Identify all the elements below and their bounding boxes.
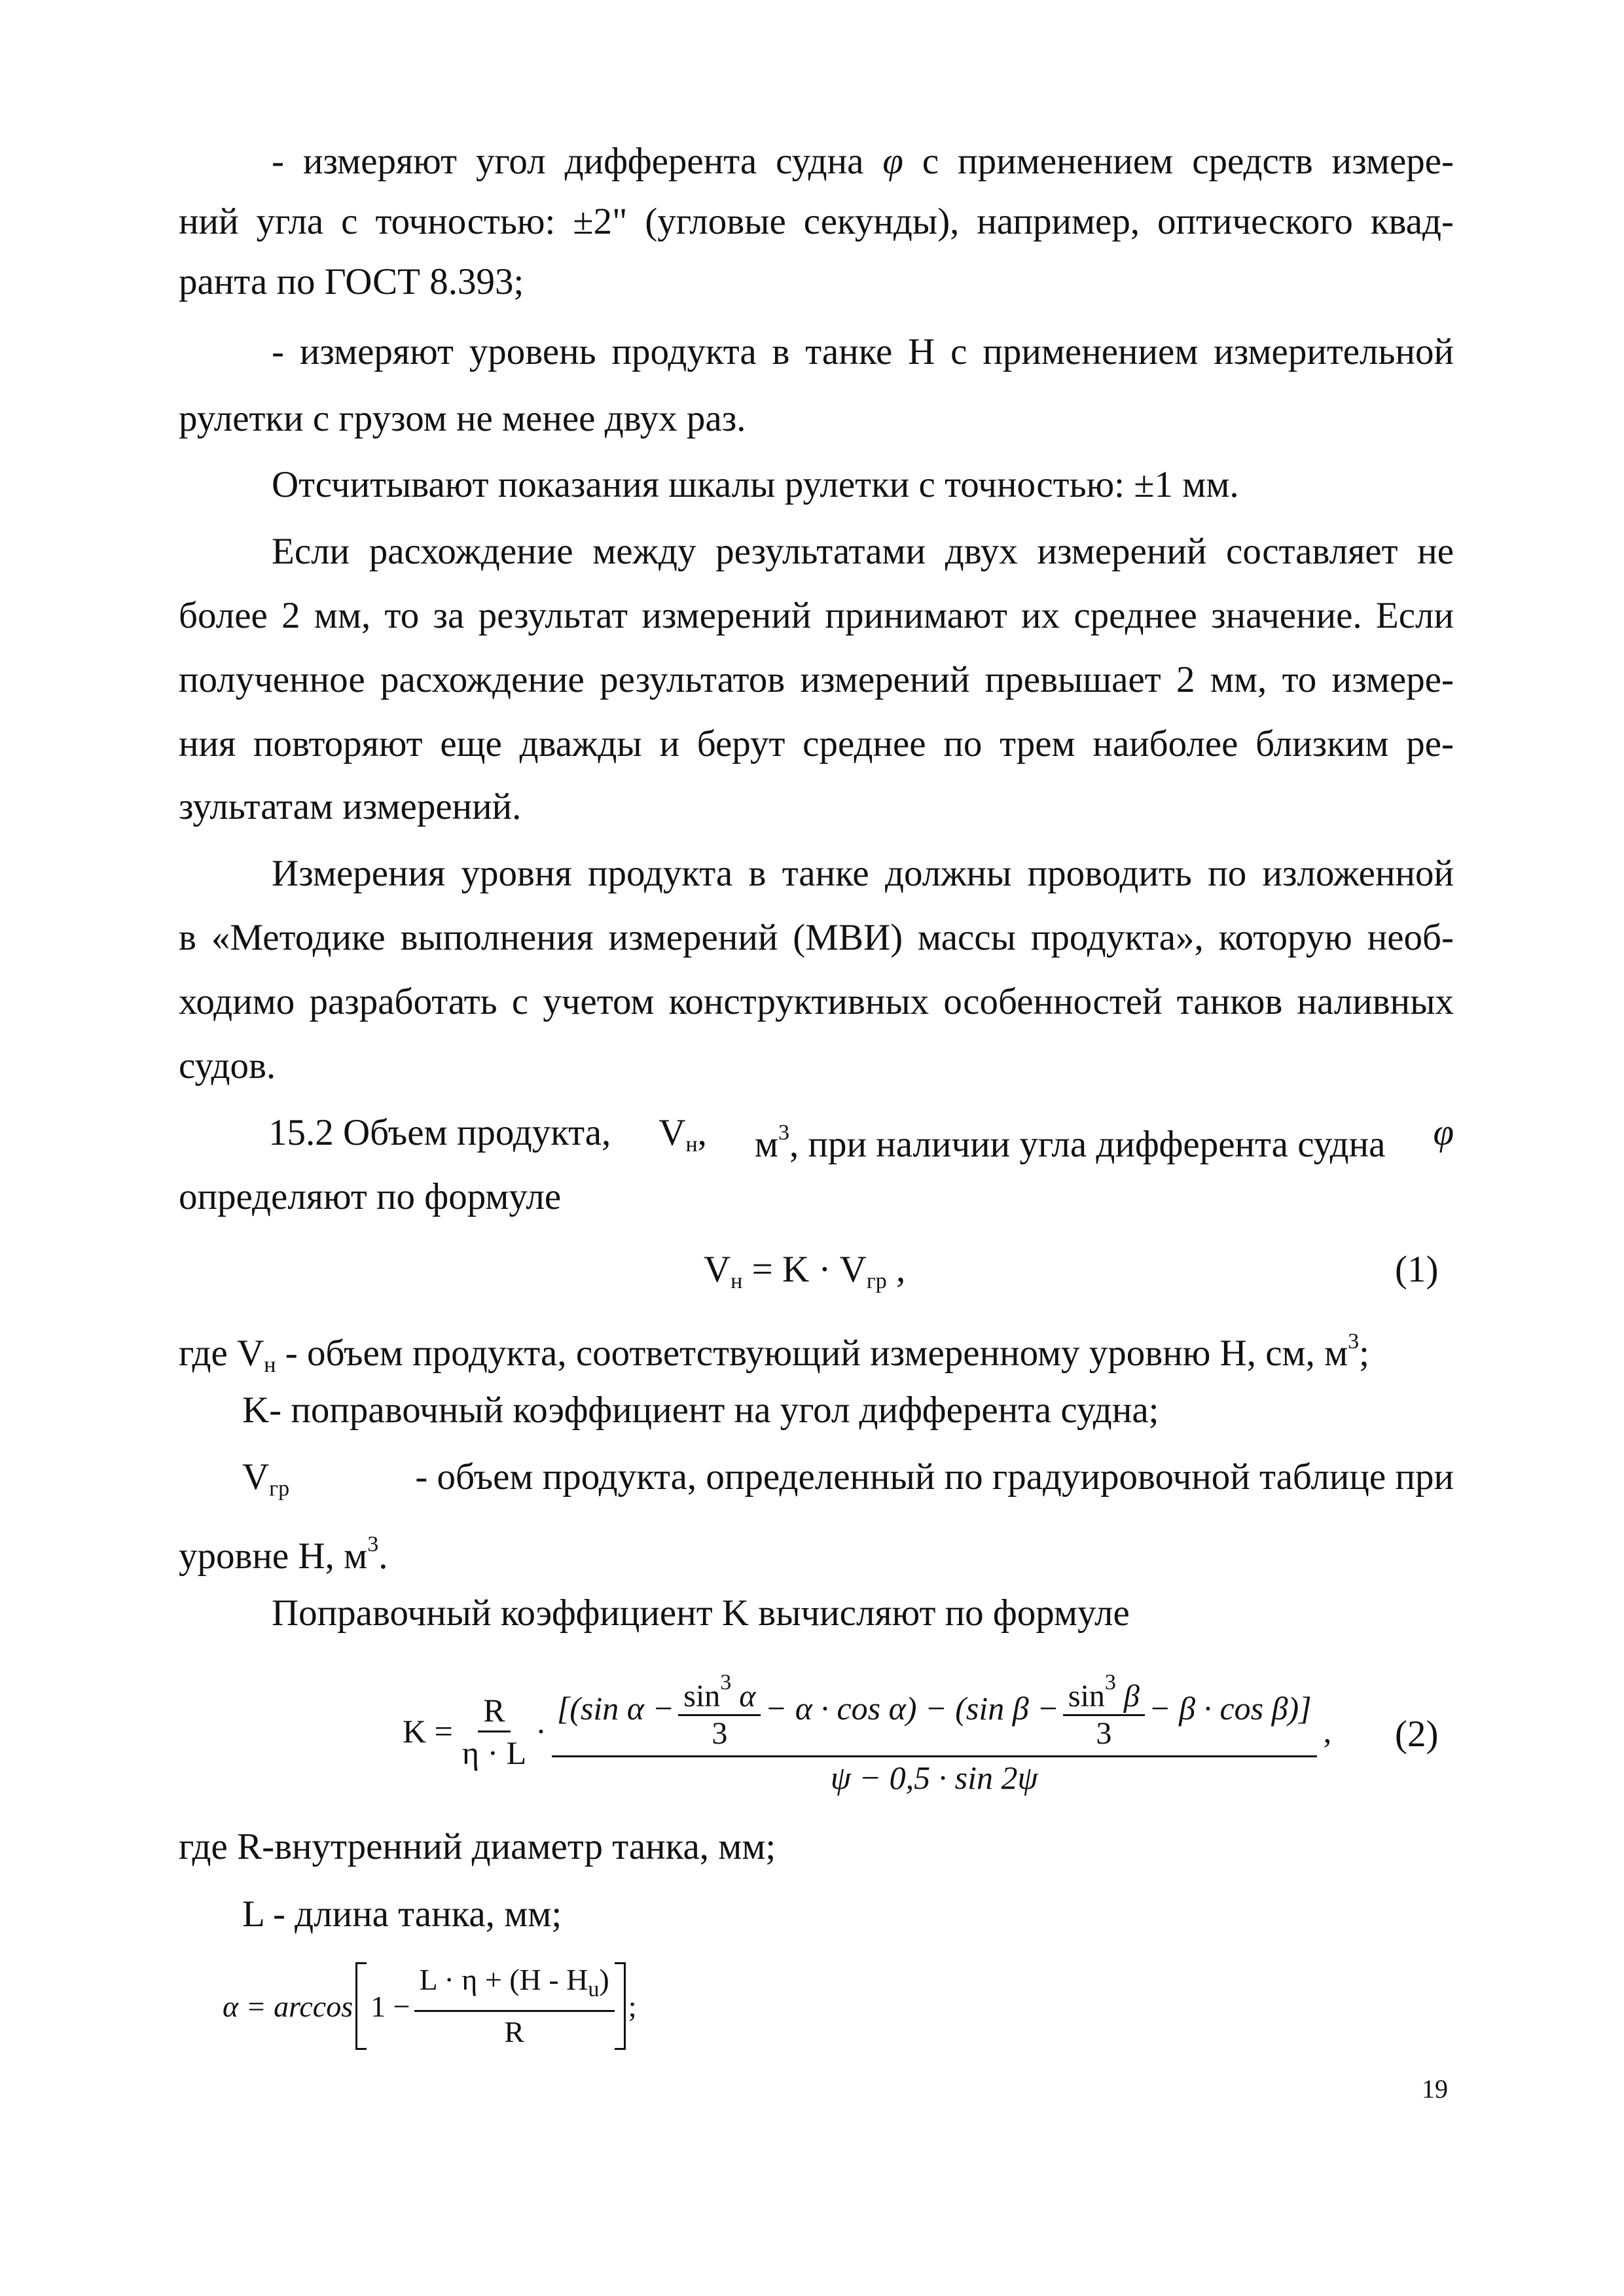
text-line-section-15-2: 15.2 Объем продукта, $V_н$, $м^3$, при наличии угла дифферента судна φ xyxy=(268,1112,1454,1165)
text-line: ний угла с точностью: ±2" (угловые секунды), например, оптического квад- xyxy=(179,201,1454,242)
text-line: где $V_н$ - объем продукта, соответствующий измеренному уровню Н, см, $м^3$; xyxy=(179,1329,1370,1377)
text-line: ния повторяют еще дважды и берут среднее по трем наиболее близким ре- xyxy=(179,723,1454,764)
text-line: в «Методике выполнения измерений (МВИ) массы продукта», которую необ- xyxy=(179,917,1454,958)
fraction-r-over-eta-l: $\frac{R}{\eta \cdot L}$ xyxy=(457,1690,532,1773)
text-line: K- поправочный коэффициент на угол дифферента судна; xyxy=(242,1390,1159,1431)
right-bracket xyxy=(615,1962,626,2050)
text-line: более 2 мм, то за результат измерений принимают их среднее значение. Если xyxy=(179,595,1454,636)
formula-2: K = $\frac{R}{\eta \cdot L}$ · [(sin α − $\frac{\sin^3 \alpha}{3}$ − α · cos α) − (sin β − $\frac{\sin^3 \beta}{3}$ − β · cos β)] ψ − 0,5 · sin 2ψ , xyxy=(403,1666,1331,1797)
text-line: ранта по ГОСТ 8.393; xyxy=(179,261,524,302)
fraction-alpha: $\frac{L \cdot \eta + (H - H_u)}{R}$ xyxy=(414,1960,615,2053)
text-line: рулетки с грузом не менее двух раз. xyxy=(179,398,746,439)
text-line: Отсчитывают показания шкалы рулетки с точностью: ±1 мм. xyxy=(272,464,1239,505)
text-line: $V_{гр}$ - объем продукта, определенный по градуировочной таблице при xyxy=(242,1456,1454,1501)
text-line: - измеряют угол дифферента судна φ с применением средств измере- xyxy=(272,141,1454,182)
formula-3: α = arccos 1 − $\frac{L \cdot \eta + (H - H_u)}{R}$ ; xyxy=(223,1957,636,2055)
text-line: уровне Н, $м^3$. xyxy=(179,1532,388,1577)
formula-1: $V_н = K \cdot V_{гр}$ , xyxy=(704,1249,906,1293)
text-line: L - длина танка, мм; xyxy=(242,1893,562,1935)
text-line: где R-внутренний диаметр танка, мм; xyxy=(179,1826,776,1867)
text-line: определяют по формуле xyxy=(179,1176,562,1217)
page-number: 19 xyxy=(1422,2074,1448,2104)
text-line: полученное расхождение результатов измерений превышает 2 мм, то измере- xyxy=(179,659,1454,700)
equation-number-1: (1) xyxy=(1395,1249,1439,1290)
fraction-main: [(sin α − $\frac{\sin^3 \alpha}{3}$ − α · cos α) − (sin β − $\frac{\sin^3 \beta}{3}$ − β · cos β)] ψ − 0,5 · sin 2ψ xyxy=(552,1665,1317,1798)
text-line: Поправочный коэффициент K вычисляют по формуле xyxy=(272,1592,1130,1634)
left-bracket xyxy=(355,1962,367,2050)
equation-number-2: (2) xyxy=(1395,1713,1439,1755)
text-line: ходимо разработать с учетом конструктивных особенностей танков наливных xyxy=(179,981,1454,1022)
text-line: - измеряют уровень продукта в танке Н с применением измерительной xyxy=(272,331,1454,372)
text-line: зультатам измерений. xyxy=(179,786,522,827)
text-line: судов. xyxy=(179,1045,276,1086)
text-line: Измерения уровня продукта в танке должны проводить по изложенной xyxy=(272,853,1454,894)
text-line: Если расхождение между результатами двух измерений составляет не xyxy=(272,531,1454,572)
